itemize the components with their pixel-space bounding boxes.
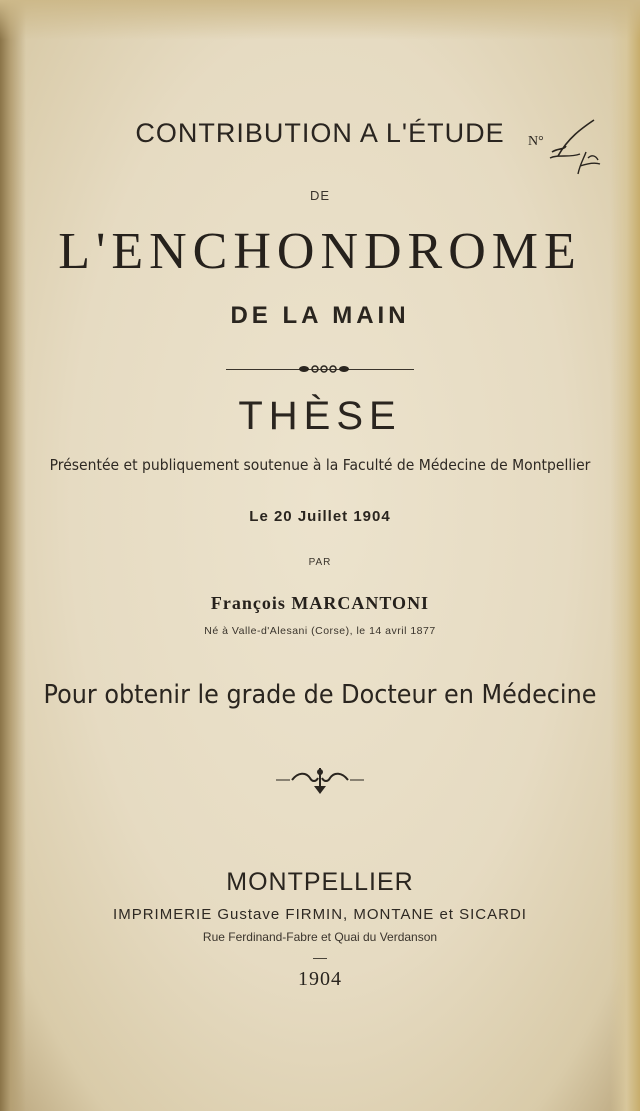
author-birth: Né à Valle-d'Alesani (Corse), le 14 avril 1877 [204, 625, 436, 637]
page-edge-shadow-top [0, 0, 640, 40]
small-dash [313, 958, 327, 959]
stamp-number-label: N° [528, 134, 544, 149]
title-connector-de: DE [309, 188, 331, 203]
title-line-1: CONTRIBUTION A L'ÉTUDE [135, 118, 505, 148]
par-label: PAR [308, 557, 332, 568]
subtitle: DE LA MAIN [230, 302, 410, 329]
printer-line: IMPRIMERIE Gustave FIRMIN, MONTANE et SICARDI [113, 906, 527, 923]
printer-address: Rue Ferdinand-Fabre et Quai du Verdanson [202, 930, 438, 944]
these-heading: THÈSE [238, 394, 402, 438]
page-edge-shadow-left [0, 0, 26, 1111]
publication-year: 1904 [298, 968, 342, 990]
defense-date: Le 20 Juillet 1904 [249, 508, 391, 525]
imprint-city: MONTPELLIER [226, 868, 414, 896]
presentation-line: Présentée et publiquement soutenue à la Faculté de Médecine de Montpellier [49, 456, 591, 474]
main-title: L'ENCHONDROME [58, 223, 582, 280]
ornament-divider-icon [298, 363, 354, 375]
degree-purpose: Pour obtenir le grade de Docteur en Médecine [43, 680, 597, 710]
author-name: François MARCANTONI [210, 593, 430, 613]
handwritten-number-icon [528, 118, 618, 198]
fleuron-ornament-icon [276, 766, 364, 796]
handwritten-catalog-stamp [528, 118, 618, 198]
